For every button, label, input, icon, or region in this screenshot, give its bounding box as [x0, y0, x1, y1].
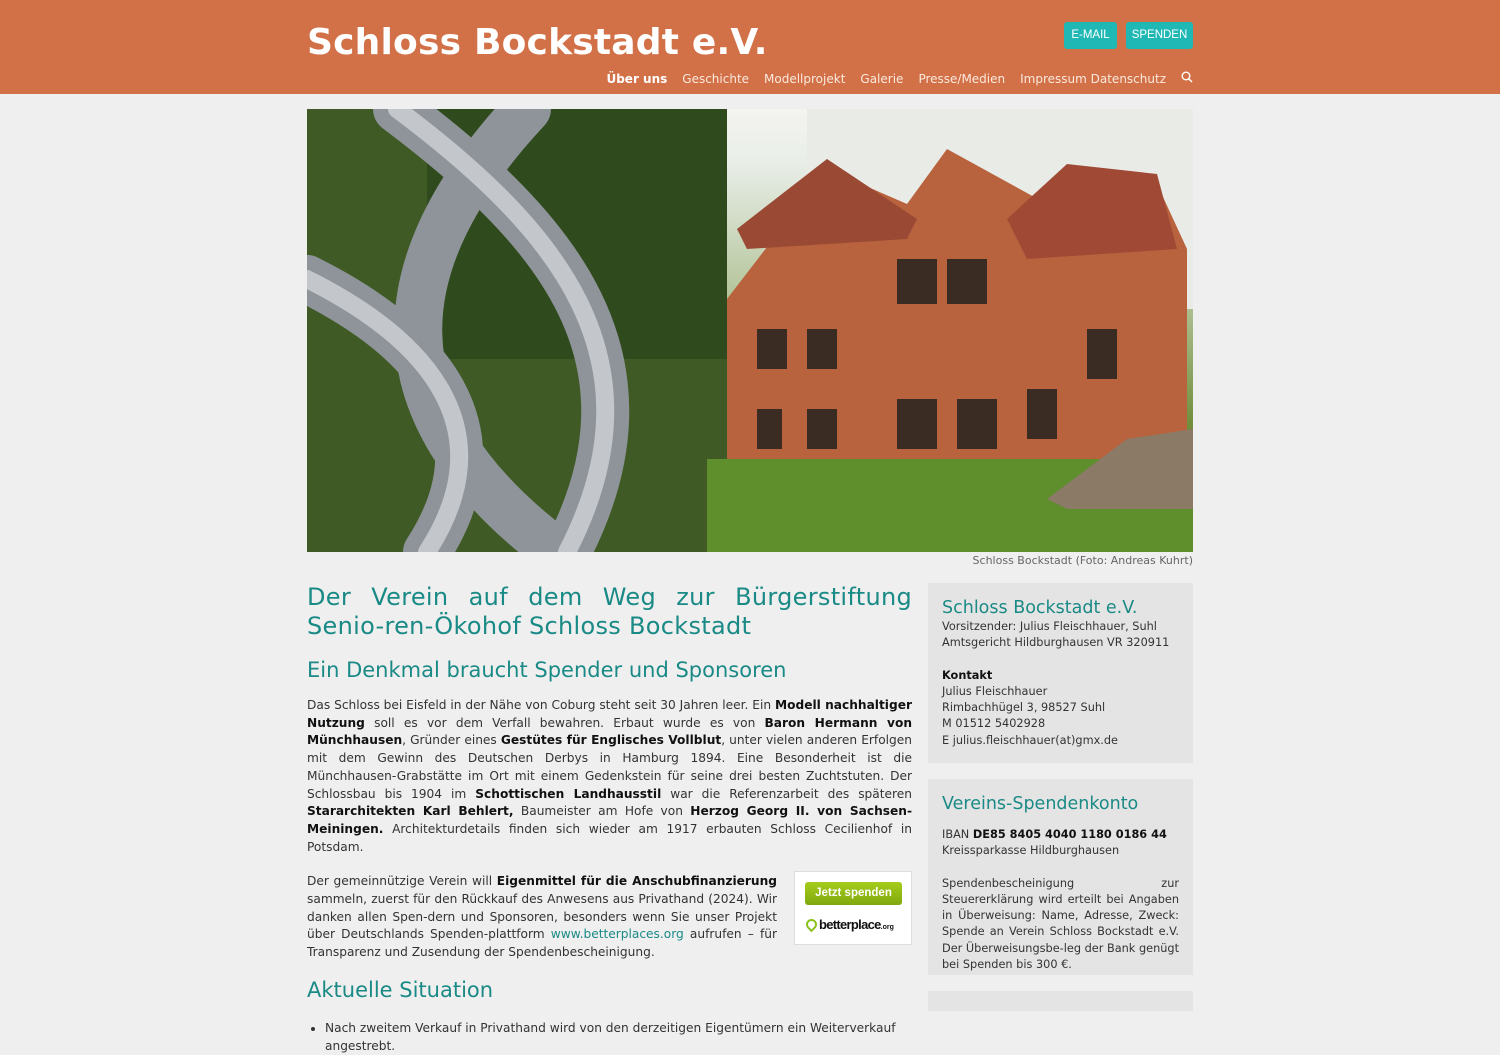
text-segment: , Gründer eines	[402, 733, 501, 748]
hero-image	[307, 109, 1193, 552]
bold-text: Schottischen Landhausstil	[475, 786, 662, 801]
contact-label: Kontakt	[942, 668, 993, 682]
donation-receipt-note: Spendenbescheinigung zur Steuererklärung wird erteilt bei Angaben in Überweisung: Name, Adresse, Zweck: Spende an Verein Schloss Bockstadt e.V. Der Überweisungsbe-leg der Bank genügt bei Spenden bis 300 €.	[942, 876, 1179, 972]
text-segment: sammeln, zuerst für den Rückkauf des Anwesens aus Privathand (2024). Wir danken allen Spen-dern und Sponsoren, besonders wenn Sie unser Projekt über Deutschlands Spenden-plattform	[307, 892, 777, 942]
betterplace-link[interactable]: www.betterplaces.org	[550, 927, 684, 942]
text-segment: Der gemeinnützige Verein will	[307, 874, 497, 889]
contact-email[interactable]: E julius.fleischhauer(at)gmx.de	[942, 733, 1118, 747]
betterplace-widget[interactable]	[794, 871, 912, 945]
text-segment: Architekturdetails finden sich wieder am 1917 erbauten Schloss Cecilienhof in Potsdam.	[307, 821, 912, 854]
text-segment: , unter vielen anderen Erfolgen mit dem Gewinn des Deutschen Derbys in Hamburg 1894. Eine Besonderheit ist die Münchhausen-Grabstätte im Ort mit einem Gedenkstein für seine drei besten Zuchtstuten. Der Schlossbau bis 1904 im	[307, 733, 912, 801]
donation-account-title: Vereins-Spendenkonto	[942, 794, 1139, 814]
bold-text: Herzog Georg II. von Sachsen-Meiningen.	[307, 804, 912, 836]
email-button[interactable]: E-MAIL	[1064, 22, 1117, 49]
logo-suffix: .org	[880, 924, 894, 932]
text-segment: aufrufen – für Transparenz und Zusendung der Spendenbescheinigung.	[307, 927, 777, 960]
iban-label: IBAN	[942, 828, 970, 841]
text-segment: war die Referenzarbeit des späteren	[661, 786, 912, 801]
contact-address: Rimbachhügel 3, 98527 Suhl	[942, 701, 1106, 715]
main-nav	[606, 71, 1193, 86]
donate-button[interactable]: SPENDEN	[1126, 22, 1193, 49]
situation-list	[325, 1020, 912, 1055]
association-paragraph	[307, 873, 777, 962]
text-segment: Baumeister am Hofe von	[513, 804, 691, 819]
nav-item-0[interactable]: Über uns	[606, 71, 668, 86]
iban-value: DE85 8405 4040 1180 0186 44	[972, 828, 1167, 841]
site-header	[0, 0, 1500, 94]
nav-item-3[interactable]: Galerie	[860, 71, 904, 86]
logo-text: betterplace	[819, 917, 881, 933]
association-title: Schloss Bockstadt e.V.	[942, 598, 1138, 618]
bank-name: Kreissparkasse Hildburghausen	[942, 844, 1120, 858]
chairman-line: Vorsitzender: Julius Fleischhauer, Suhl	[942, 620, 1157, 633]
association-info-box	[928, 583, 1193, 763]
register-line: Amtsgericht Hildburghausen VR 320911	[942, 636, 1170, 650]
donate-now-button[interactable]: Jetzt spenden	[805, 882, 902, 905]
text-segment: soll es vor dem Verfall bewahren. Erbaut wurde es von	[364, 715, 765, 730]
bold-text: Gestütes für Englisches Vollblut	[500, 733, 722, 748]
betterplace-logo[interactable]	[806, 917, 894, 932]
pin-icon	[804, 917, 820, 933]
contact-phone: M 01512 5402928	[942, 717, 1046, 731]
search-icon[interactable]	[1181, 71, 1193, 86]
contact-name: Julius Fleischhauer	[942, 684, 1048, 698]
section-heading-donors: Ein Denkmal braucht Spender und Sponsoren	[307, 658, 787, 682]
bold-text: Eigenmittel für die Anschubfinanzierung	[496, 874, 777, 889]
main-content	[307, 583, 912, 1055]
nav-item-2[interactable]: Modellprojekt	[764, 71, 846, 86]
site-title[interactable]: Schloss Bockstadt e.V.	[307, 22, 768, 63]
sidebar-box-next	[928, 991, 1193, 1011]
nav-item-5[interactable]: Impressum Datenschutz	[1020, 71, 1166, 86]
bold-text: Stararchitekten Karl Behlert,	[307, 804, 514, 819]
list-item: • Nach zweitem Verkauf in Privathand wird von den derzeitigen Eigentümern ein Weiterverkauf angestrebt.	[325, 1020, 912, 1055]
nav-item-4[interactable]: Presse/Medien	[918, 71, 1006, 86]
section-heading-situation: Aktuelle Situation	[307, 977, 494, 1002]
bold-text: Modell nachhaltiger Nutzung	[307, 698, 912, 730]
page-heading: Der Verein auf dem Weg zur Bürgerstiftung Senio-ren-Ökohof Schloss Bockstadt	[307, 583, 912, 640]
hero-caption: Schloss Bockstadt (Foto: Andreas Kuhrt)	[972, 554, 1193, 567]
nav-item-1[interactable]: Geschichte	[682, 71, 750, 86]
donation-account-box	[928, 779, 1193, 975]
iban-line	[942, 827, 1179, 843]
intro-paragraph	[307, 697, 912, 856]
bold-text: Baron Hermann von Münchhausen	[307, 715, 913, 748]
text-segment: Das Schloss bei Eisfeld in der Nähe von Coburg steht seit 30 Jahren leer. Ein	[307, 698, 775, 712]
